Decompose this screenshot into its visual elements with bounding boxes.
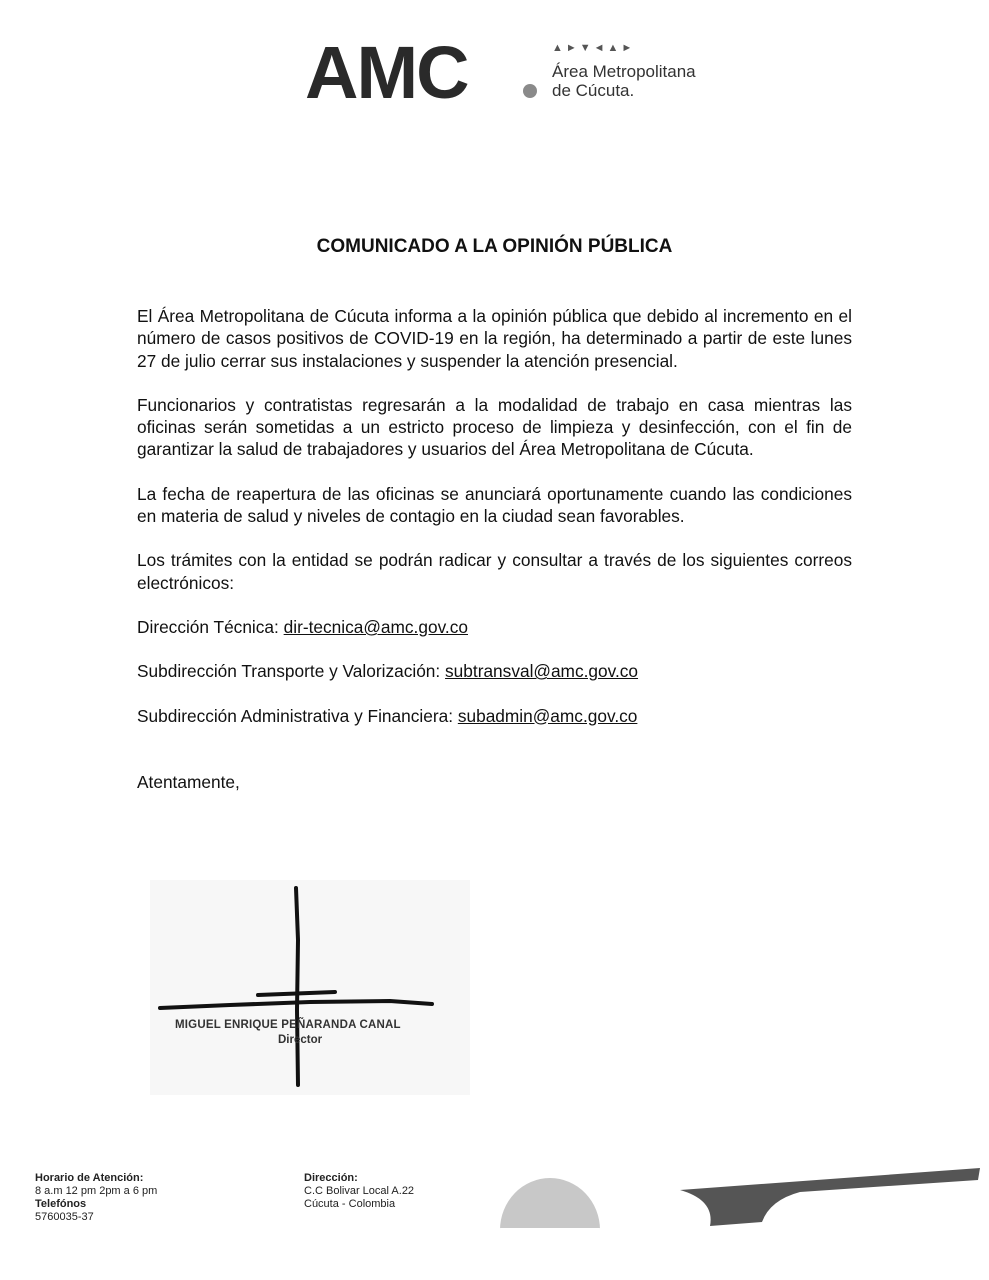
contact-label: Subdirección Transporte y Valorización: bbox=[137, 661, 441, 682]
document-body bbox=[137, 305, 852, 793]
contact-subdireccion-administrativa bbox=[137, 705, 852, 727]
logo-org-name bbox=[552, 62, 696, 100]
email-link[interactable]: dir-tecnica@amc.gov.co bbox=[283, 616, 468, 637]
paragraph-2: Funcionarios y contratistas regresarán a la modalidad de trabajo en casa mientras las oficinas serán sometidas a un estricto proceso de limpieza y desinfección, con el fin de garantizar la salud de trabajadores y usuarios del Área Metropolitana de Cúcuta. bbox=[137, 394, 852, 460]
address-line-2: Cúcuta - Colombia bbox=[304, 1198, 396, 1210]
footer-address bbox=[304, 1172, 414, 1211]
phones-label: Telefónos bbox=[35, 1198, 87, 1210]
address-label: Dirección: bbox=[304, 1172, 358, 1184]
paragraph-3: La fecha de reapertura de las oficinas se anunciará oportunamente cuando las condiciones en materia de salud y niveles de contagio en la ciudad sean favorables. bbox=[137, 483, 852, 527]
footer-hours bbox=[35, 1172, 157, 1224]
logo-line-2: de Cúcuta. bbox=[552, 81, 635, 100]
phones-value: 5760035-37 bbox=[35, 1211, 94, 1223]
hours-value: 8 a.m 12 pm 2pm a 6 pm bbox=[35, 1185, 158, 1197]
email-link[interactable]: subadmin@amc.gov.co bbox=[457, 705, 638, 726]
address-line-1: C.C Bolivar Local A.22 bbox=[304, 1185, 415, 1197]
email-link[interactable]: subtransval@amc.gov.co bbox=[445, 661, 639, 682]
amc-logo bbox=[305, 31, 735, 114]
signature-block bbox=[150, 880, 470, 1095]
paragraph-4: Los trámites con la entidad se podrán radicar y consultar a través de los siguientes correos electrónicos: bbox=[137, 550, 852, 593]
contact-label: Dirección Técnica: bbox=[137, 616, 279, 637]
closing: Atentamente, bbox=[137, 771, 240, 792]
contact-subdireccion-transporte bbox=[137, 660, 852, 682]
logo-triangles-icon: ▲►▼◄▲► bbox=[552, 42, 636, 54]
document-title: COMUNICADO A LA OPINIÓN PÚBLICA bbox=[316, 236, 673, 257]
hours-label: Horario de Atención: bbox=[35, 1172, 144, 1184]
footer-decoration-icon bbox=[500, 1160, 989, 1280]
contact-direccion-tecnica bbox=[137, 616, 852, 638]
logo-dot-icon bbox=[523, 84, 537, 98]
logo-line-1: Área Metropolitana bbox=[552, 62, 696, 81]
signatory-name: MIGUEL ENRIQUE PEÑARANDA CANAL bbox=[175, 1019, 401, 1031]
contact-label: Subdirección Administrativa y Financiera: bbox=[137, 705, 454, 726]
signatory-role: Director bbox=[278, 1034, 323, 1046]
logo-mark: AMC bbox=[305, 31, 468, 114]
signature-mark-icon bbox=[150, 880, 470, 1095]
paragraph-1: El Área Metropolitana de Cúcuta informa a la opinión pública que debido al incremento en el número de casos positivos de COVID-19 en la región, ha determinado a partir de este lunes 27 de julio cerrar sus instalaciones y suspender la atención presencial. bbox=[137, 306, 852, 371]
